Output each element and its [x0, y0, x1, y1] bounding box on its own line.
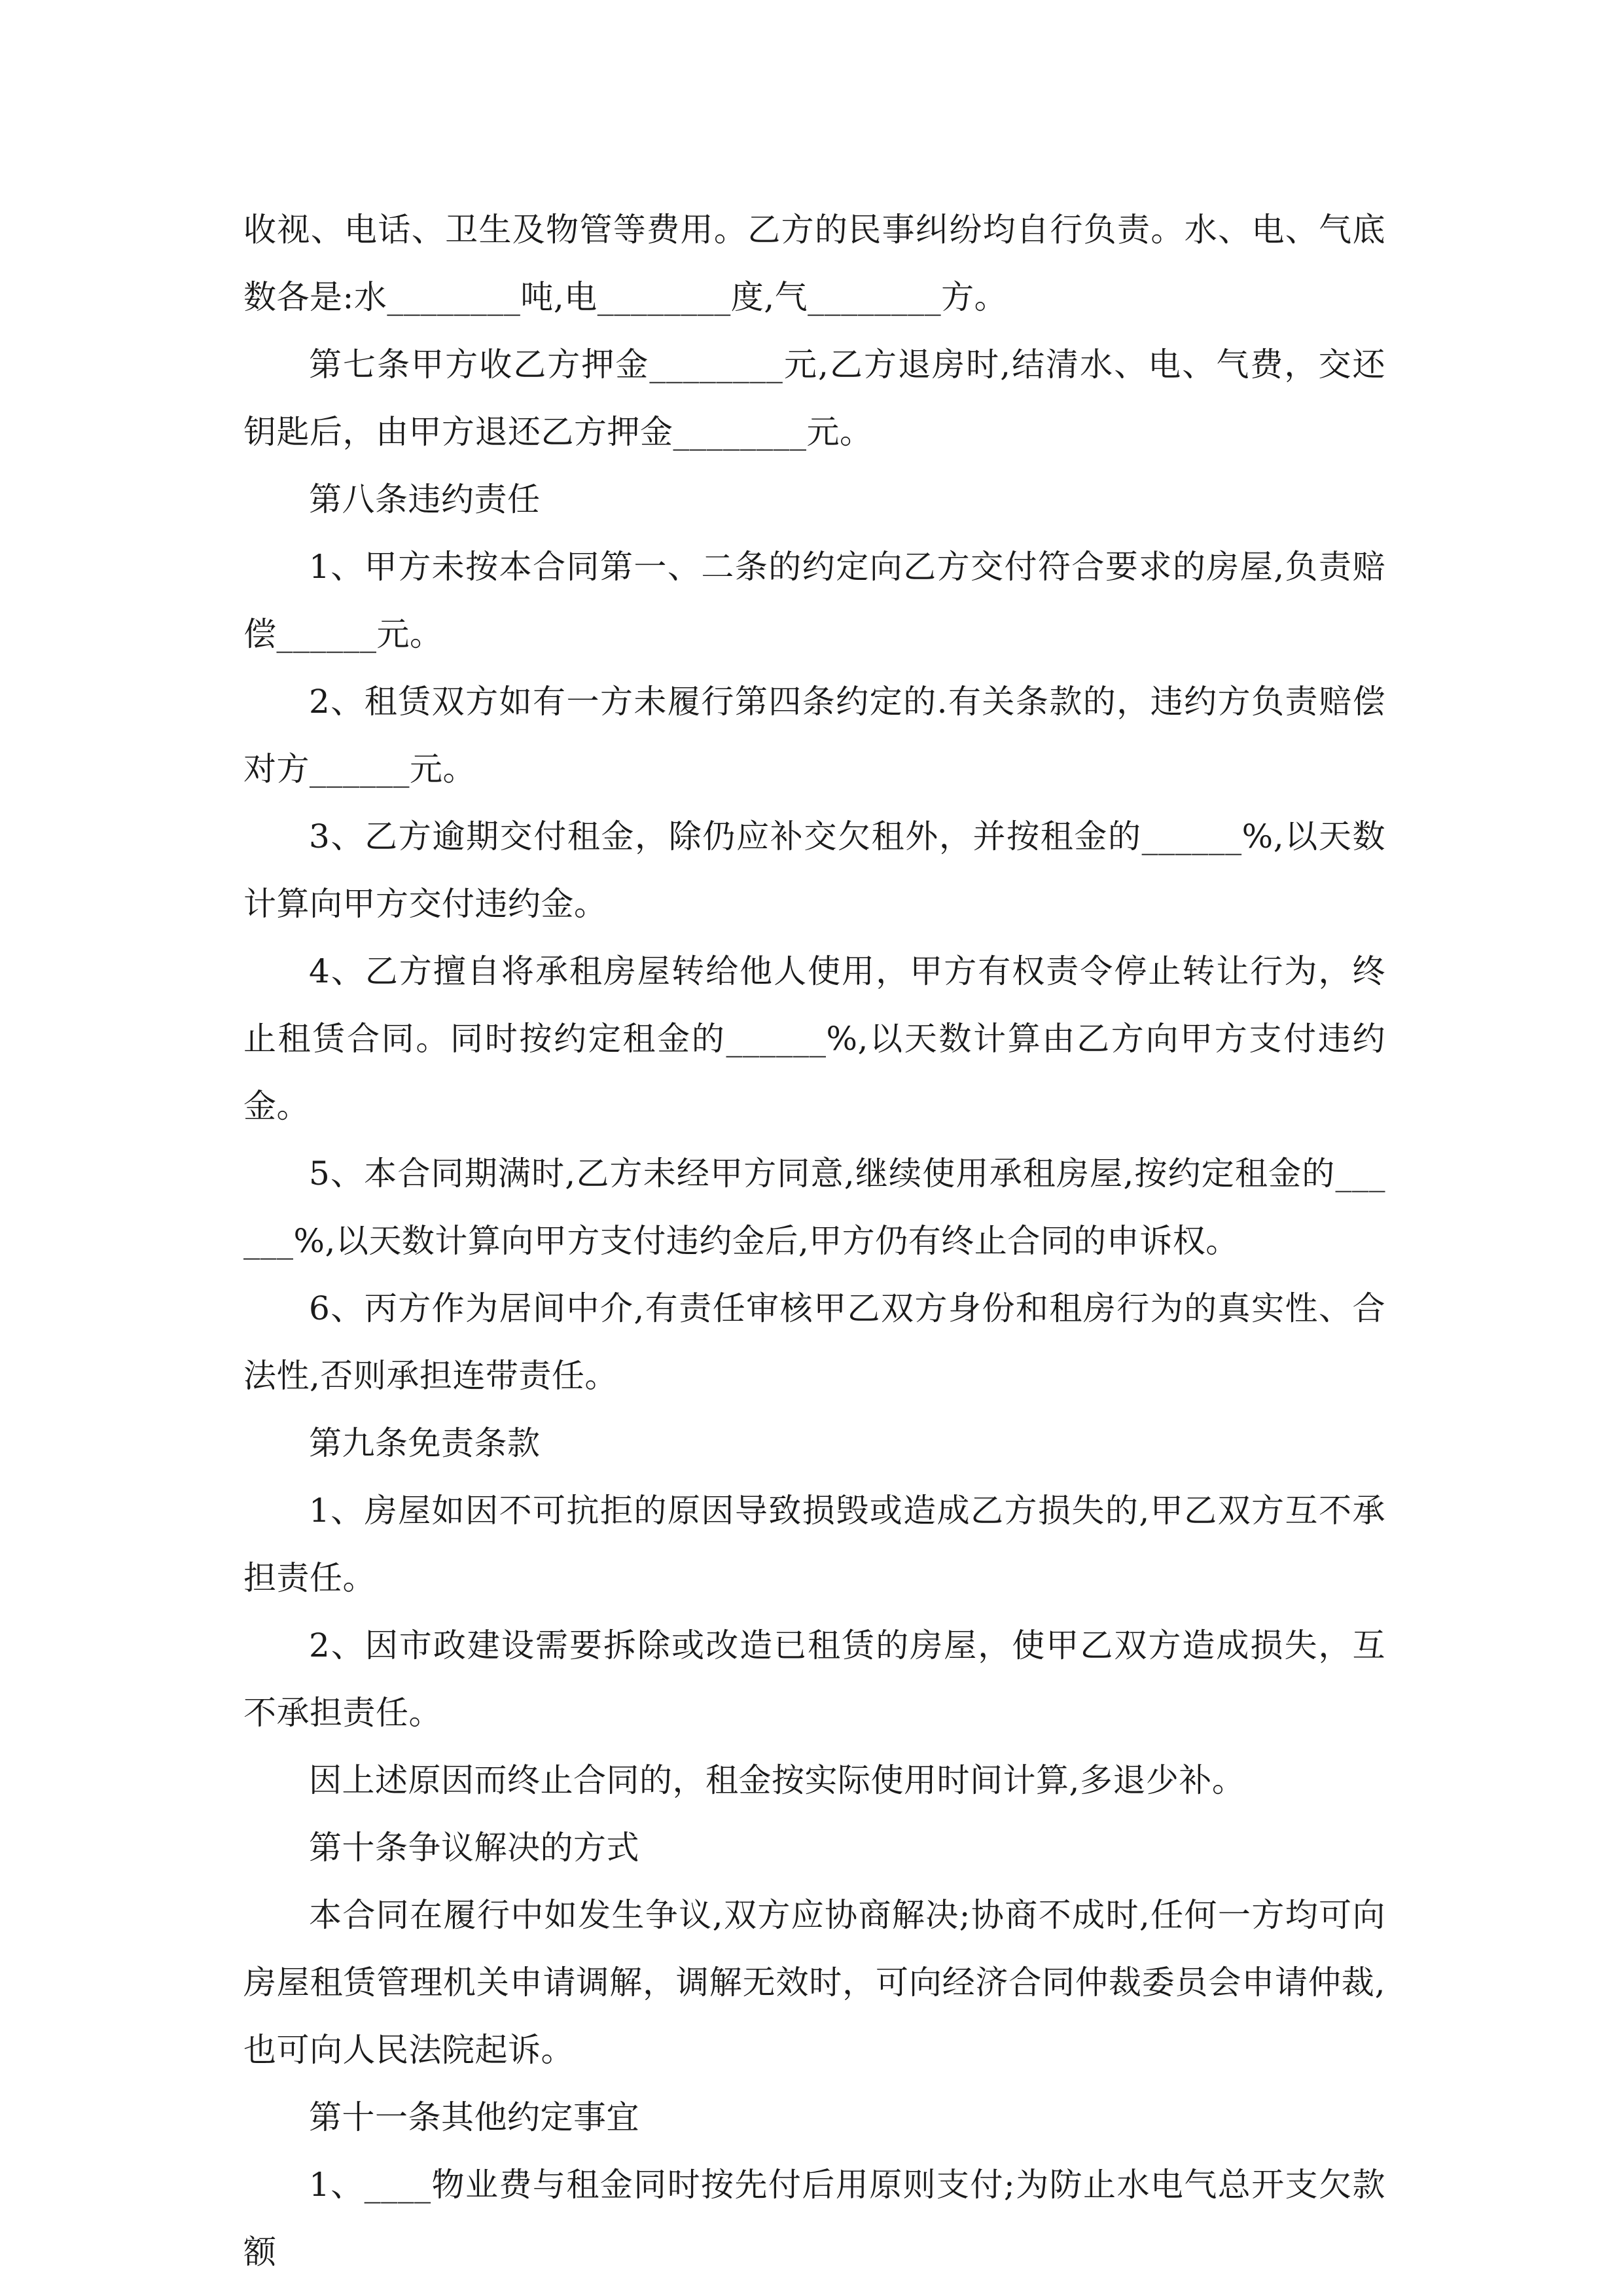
paragraph-item: 2、租赁双方如有一方未履行第四条约定的.有关条款的，违约方负责赔偿对方______元。: [243, 683, 1385, 788]
heading-article-11: 第十一条其他约定事宜: [309, 2098, 639, 2136]
paragraph: 本合同在履行中如发生争议,双方应协商解决;协商不成时,任何一方均可向房屋租赁管理机关申请调解，调解无效时，可向经济合同仲裁委员会申请仲裁,也可向人民法院起诉。: [243, 1896, 1385, 2069]
paragraph-item: 1、房屋如因不可抗拒的原因导致损毁或造成乙方损失的,甲乙双方互不承担责任。: [243, 1492, 1385, 1597]
document-body: [243, 196, 1385, 2286]
paragraph-item: 2、因市政建设需要拆除或改造已租赁的房屋，使甲乙双方造成损失，互不承担责任。: [243, 1626, 1385, 1732]
heading-article-10: 第十条争议解决的方式: [309, 1829, 639, 1867]
paragraph-item: 3、乙方逾期交付租金，除仍应补交欠租外，并按租金的______%,以天数计算向甲方交付违约金。: [243, 817, 1385, 923]
paragraph: 收视、电话、卫生及物管等费用。乙方的民事纠纷均自行负责。水、电、气底数各是:水________吨,电________度,气________方。: [243, 211, 1385, 316]
paragraph-item: 1、____物业费与租金同时按先付后用原则支付;为防止水电气总开支欠款额: [243, 2166, 1385, 2271]
paragraph-item: 6、丙方作为居间中介,有责任审核甲乙双方身份和租房行为的真实性、合法性,否则承担连带责任。: [243, 1289, 1385, 1395]
heading-article-8: 第八条违约责任: [309, 480, 541, 518]
paragraph-item: 1、甲方未按本合同第一、二条的约定向乙方交付符合要求的房屋,负责赔偿______元。: [243, 548, 1385, 653]
heading-article-9: 第九条免责条款: [309, 1424, 541, 1462]
paragraph-item: 4、乙方擅自将承租房屋转给他人使用，甲方有权责令停止转让行为，终止租赁合同。同时按约定租金的______%,以天数计算由乙方向甲方支付违约金。: [243, 952, 1385, 1125]
paragraph-item: 5、本合同期满时,乙方未经甲方同意,继续使用承租房屋,按约定租金的______%,以天数计算向甲方支付违约金后,甲方仍有终止合同的申诉权。: [243, 1155, 1385, 1260]
paragraph-article-7: 第七条甲方收乙方押金________元,乙方退房时,结清水、电、气费，交还钥匙后，由甲方退还乙方押金________元。: [243, 346, 1385, 451]
paragraph: 因上述原因而终止合同的，租金按实际使用时间计算,多退少补。: [309, 1761, 1245, 1799]
